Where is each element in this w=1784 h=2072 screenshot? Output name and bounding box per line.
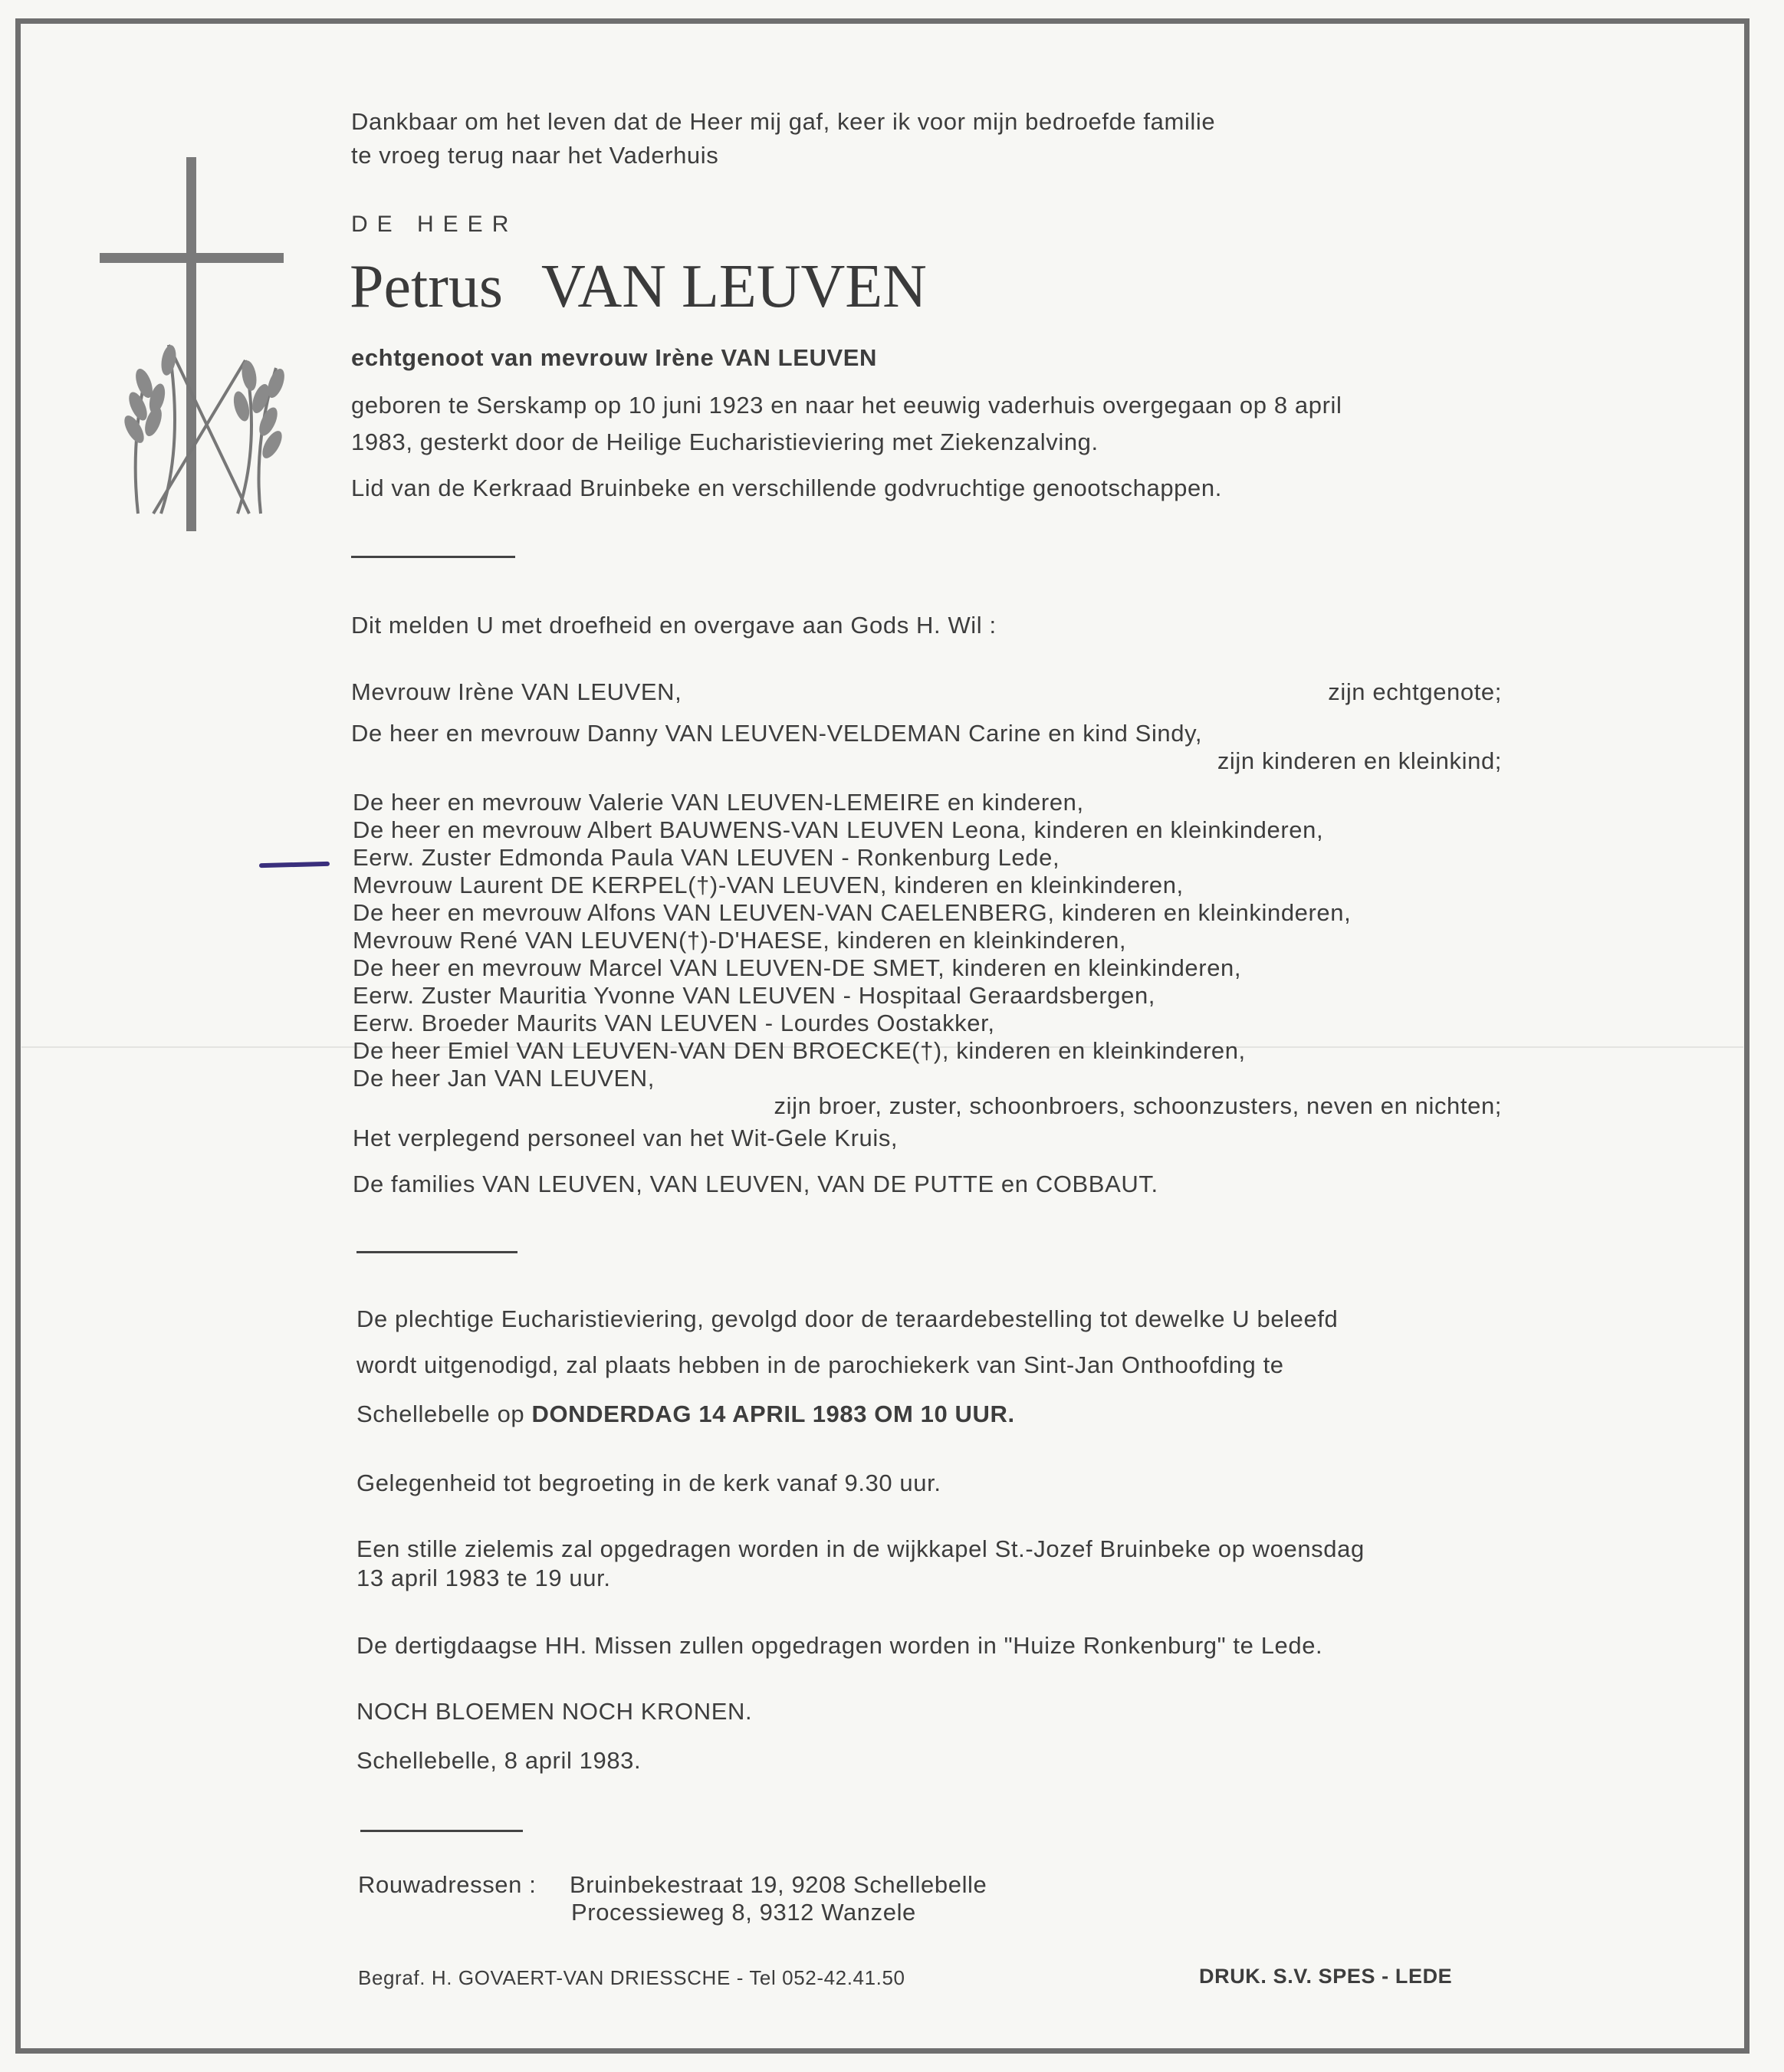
mass-line-2: 13 april 1983 te 19 uur. (356, 1565, 611, 1591)
greeting-line: Gelegenheid tot begroeting in de kerk vanaf 9.30 uur. (356, 1469, 941, 1496)
siblings-relation: zijn broer, zuster, schoonbroers, schoonzusters, neven en nichten; (774, 1092, 1502, 1119)
nursing-line: Het verplegend personeel van het Wit-Gele Kruis, (353, 1125, 899, 1151)
sibling-line: De heer en mevrouw Marcel VAN LEUVEN-DE SMET, kinderen en kleinkinderen, (353, 954, 1242, 981)
sibling-line: Mevrouw Laurent DE KERPEL(†)-VAN LEUVEN, kinderen en kleinkinderen, (353, 872, 1184, 898)
cross-wheat-icon (84, 153, 307, 537)
intro-line-1: Dankbaar om het leven dat de Heer mij gaf, keer ik voor mijn bedroefde familie (351, 108, 1216, 135)
divider (360, 1830, 523, 1832)
sibling-line: De heer en mevrouw Albert BAUWENS-VAN LEUVEN Leona, kinderen en kleinkinderen, (353, 816, 1324, 843)
children-relation: zijn kinderen en kleinkind; (1217, 747, 1502, 774)
divider (351, 556, 515, 558)
surname: VAN LEUVEN (541, 253, 927, 320)
service-place: Schellebelle op (356, 1400, 525, 1427)
mass-line-1: Een stille zielemis zal opgedragen worden in de wijkkapel St.-Jozef Bruinbeke op woensdag (356, 1535, 1365, 1562)
deceased-title: DE HEER (351, 212, 518, 237)
spouse-name: Mevrouw Irène VAN LEUVEN, (351, 678, 682, 705)
addresses-label: Rouwadressen : (358, 1871, 537, 1898)
service-date: DONDERDAG 14 APRIL 1983 OM 10 UUR. (531, 1400, 1015, 1427)
service-line-2: wordt uitgenodigd, zal plaats hebben in de parochiekerk van Sint-Jan Onthoofding te (356, 1351, 1284, 1378)
address-1: Bruinbekestraat 19, 9208 Schellebelle (570, 1871, 987, 1898)
spouse-relation: zijn echtgenote; (1328, 678, 1502, 705)
announcement: Dit melden U met droefheid en overgave aan Gods H. Wil : (351, 612, 997, 639)
sibling-line: De heer Emiel VAN LEUVEN-VAN DEN BROECKE(†), kinderen en kleinkinderen, (353, 1037, 1246, 1064)
sibling-line: De heer en mevrouw Alfons VAN LEUVEN-VAN CAELENBERG, kinderen en kleinkinderen, (353, 899, 1352, 926)
no-flowers-line: NOCH BLOEMEN NOCH KRONEN. (356, 1698, 753, 1725)
sibling-line: Mevrouw René VAN LEUVEN(†)-D'HAESE, kinderen en kleinkinderen, (353, 927, 1127, 954)
sibling-line: De heer Jan VAN LEUVEN, (353, 1065, 655, 1092)
membership-line: Lid van de Kerkraad Bruinbeke en verschillende godvruchtige genootschappen. (351, 474, 1222, 501)
thirty-days-line: De dertigdaagse HH. Missen zullen opgedragen worden in "Huize Ronkenburg" te Lede. (356, 1632, 1323, 1659)
birth-death-line-1: geboren te Serskamp op 10 juni 1923 en naar het eeuwig vaderhuis overgegaan op 8 april (351, 392, 1342, 419)
deceased-name (350, 251, 927, 322)
sibling-line: Eerw. Zuster Mauritia Yvonne VAN LEUVEN - Hospitaal Geraardsbergen, (353, 982, 1156, 1009)
sibling-line: De heer en mevrouw Valerie VAN LEUVEN-LEMEIRE en kinderen, (353, 789, 1084, 816)
birth-death-line-2: 1983, gesterkt door de Heilige Eucharistieviering met Ziekenzalving. (351, 429, 1099, 455)
intro-line-2: te vroeg terug naar het Vaderhuis (351, 142, 719, 169)
children-line: De heer en mevrouw Danny VAN LEUVEN-VELDEMAN Carine en kind Sindy, (351, 720, 1203, 747)
families-line: De families VAN LEUVEN, VAN LEUVEN, VAN DE PUTTE en COBBAUT. (353, 1171, 1158, 1197)
printer-line: DRUK. S.V. SPES - LEDE (1199, 1965, 1453, 1988)
sibling-line: Eerw. Zuster Edmonda Paula VAN LEUVEN - Ronkenburg Lede, (353, 844, 1060, 871)
spouse-line: echtgenoot van mevrouw Irène VAN LEUVEN (351, 344, 878, 371)
address-2: Processieweg 8, 9312 Wanzele (571, 1899, 916, 1926)
given-name: Petrus (350, 253, 503, 320)
service-line-1: De plechtige Eucharistieviering, gevolgd door de teraardebestelling tot dewelke U beleefd (356, 1305, 1339, 1332)
service-line-3 (356, 1400, 1015, 1429)
divider (356, 1251, 517, 1253)
sibling-line: Eerw. Broeder Maurits VAN LEUVEN - Lourdes Oostakker, (353, 1010, 995, 1036)
place-date-line: Schellebelle, 8 april 1983. (356, 1747, 642, 1774)
undertaker-line: Begraf. H. GOVAERT-VAN DRIESSCHE - Tel 052-42.41.50 (358, 1966, 905, 1989)
